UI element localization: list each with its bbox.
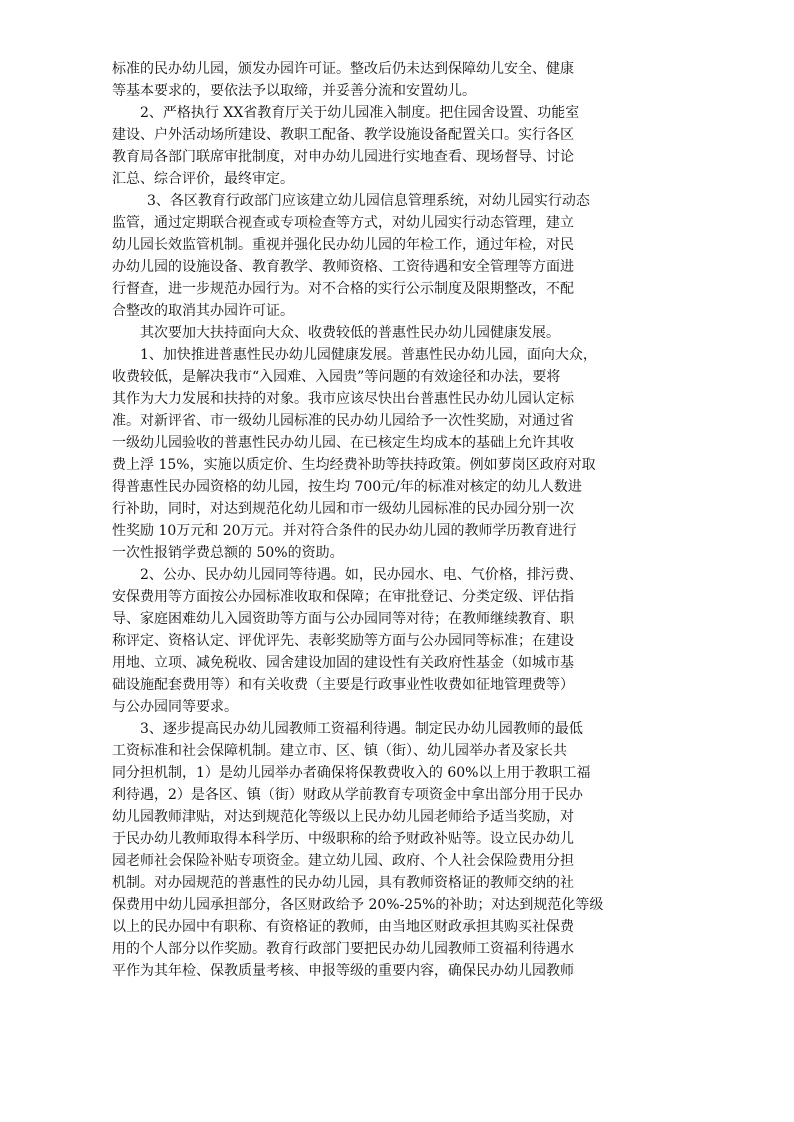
text-line: 收费较低，是解决我市“入园难、入园贵”等问题的有效途径和办法，要将 bbox=[112, 369, 561, 385]
text-line: 建设、户外活动场所建设、教职工配备、教学设施设备配置关口。实行各区 bbox=[112, 127, 574, 143]
text-line: 性奖励 10万元和 20万元。并对符合条件的民办幼儿园的教师学历教育进行 bbox=[112, 523, 577, 539]
text-line: 安保费用等方面按公办园标准收取和保障；在审批登记、分类定级、评估指 bbox=[112, 589, 574, 605]
text-line: 3、逐步提高民办幼儿园教师工资福利待遇。制定民办幼儿园教师的最低 bbox=[140, 721, 583, 737]
text-line: 得普惠性民办园资格的幼儿园，按生均 700元/年的标准对核定的幼儿人数进 bbox=[112, 479, 582, 495]
text-line: 以上的民办园中有职称、有资格证的教师，由当地区财政承担其购买社保费 bbox=[112, 919, 574, 935]
text-line: 导、家庭困难幼儿入园资助等方面与公办园同等对待；在教师继续教育、职 bbox=[112, 611, 574, 627]
text-line: 等基本要求的，要依法予以取缔，并妥善分流和安置幼儿。 bbox=[112, 83, 476, 99]
text-line: 1、加快推进普惠性民办幼儿园健康发展。普惠性民办幼儿园，面向大众， bbox=[140, 347, 597, 363]
text-line: 幼儿园长效监管机制。重视并强化民办幼儿园的年检工作，通过年检，对民 bbox=[112, 237, 574, 253]
section-heading: 其次要加大扶持面向大众、收费较低的普惠性民办幼儿园健康发展。 bbox=[140, 325, 560, 341]
text-line: 用地、立项、减免税收、园舍建设加固的建设性有关政府性基金（如城市基 bbox=[112, 655, 574, 671]
text-line: 称评定、资格认定、评优评先、表彰奖励等方面与公办园同等标准；在建设 bbox=[112, 633, 574, 649]
text-line: 2、公办、民办幼儿园同等待遇。如，民办园水、电、气价格，排污费、 bbox=[140, 567, 583, 583]
text-line: 同分担机制，1）是幼儿园举办者确保将保教费收入的 60%以上用于教职工福 bbox=[112, 765, 591, 781]
text-line: 办幼儿园的设施设备、教育教学、教师资格、工资待遇和安全管理等方面进 bbox=[112, 259, 574, 275]
text-line: 3、各区教育行政部门应该建立幼儿园信息管理系统，对幼儿园实行动态 bbox=[147, 193, 590, 209]
text-line: 合整改的取消其办园许可证。 bbox=[112, 303, 294, 319]
text-line: 行督查，进一步规范办园行为。对不合格的实行公示制度及限期整改，不配 bbox=[112, 281, 574, 297]
text-line: 与公办园同等要求。 bbox=[112, 699, 238, 715]
text-line: 机制。对办园规范的普惠性的民办幼儿园，具有教师资格证的教师交纳的社 bbox=[112, 875, 574, 891]
text-line: 础设施配套费用等）和有关收费（主要是行政事业性收费如征地管理费等） bbox=[112, 677, 574, 693]
text-line: 监管，通过定期联合视查或专项检查等方式，对幼儿园实行动态管理，建立 bbox=[112, 215, 574, 231]
text-line: 一次性报销学费总额的 50%的资助。 bbox=[112, 545, 344, 561]
text-line: 平作为其年检、保教质量考核、申报等级的重要内容，确保民办幼儿园教师 bbox=[112, 963, 574, 979]
text-line: 费上浮 15%，实施以质定价、生均经费补助等扶持政策。例如萝岗区政府对取 bbox=[112, 457, 596, 473]
text-line: 用的个人部分以作奖励。教育行政部门要把民办幼儿园教师工资福利待遇水 bbox=[112, 941, 574, 957]
text-line: 其作为大力发展和扶持的对象。我市应该尽快出台普惠性民办幼儿园认定标 bbox=[112, 391, 574, 407]
text-line: 工资标准和社会保障机制。建立市、区、镇（街）、幼儿园举办者及家长共 bbox=[112, 743, 567, 759]
text-line: 行补助，同时，对达到规范化幼儿园和市一级幼儿园标准的民办园分别一次 bbox=[112, 501, 574, 517]
text-line: 一级幼儿园验收的普惠性民办幼儿园、在已核定生均成本的基础上允许其收 bbox=[112, 435, 574, 451]
text-line: 保费用中幼儿园承担部分，各区财政给予 20%-25%的补助；对达到规范化等级 bbox=[112, 897, 604, 913]
text-line: 汇总、综合评价，最终审定。 bbox=[112, 171, 294, 187]
text-line: 于民办幼儿教师取得本科学历、中级职称的给予财政补贴等。设立民办幼儿 bbox=[112, 831, 574, 847]
text-line: 2、严格执行 XX省教育厅关于幼儿园准入制度。把住园舍设置、功能室 bbox=[140, 105, 580, 121]
text-line: 教育局各部门联席审批制度，对申办幼儿园进行实地查看、现场督导、讨论 bbox=[112, 149, 574, 165]
text-line: 准。对新评省、市一级幼儿园标准的民办幼儿园给予一次性奖励，对通过省 bbox=[112, 413, 574, 429]
text-line: 利待遇，2）是各区、镇（街）财政从学前教育专项资金中拿出部分用于民办 bbox=[112, 787, 583, 803]
text-line: 园老师社会保险补贴专项资金。建立幼儿园、政府、个人社会保险费用分担 bbox=[112, 853, 574, 869]
text-line: 幼儿园教师津贴，对达到规范化等级以上民办幼儿园老师给予适当奖励，对 bbox=[112, 809, 574, 825]
text-line: 标准的民办幼儿园，颁发办园许可证。整改后仍未达到保障幼儿安全、健康 bbox=[112, 61, 574, 77]
